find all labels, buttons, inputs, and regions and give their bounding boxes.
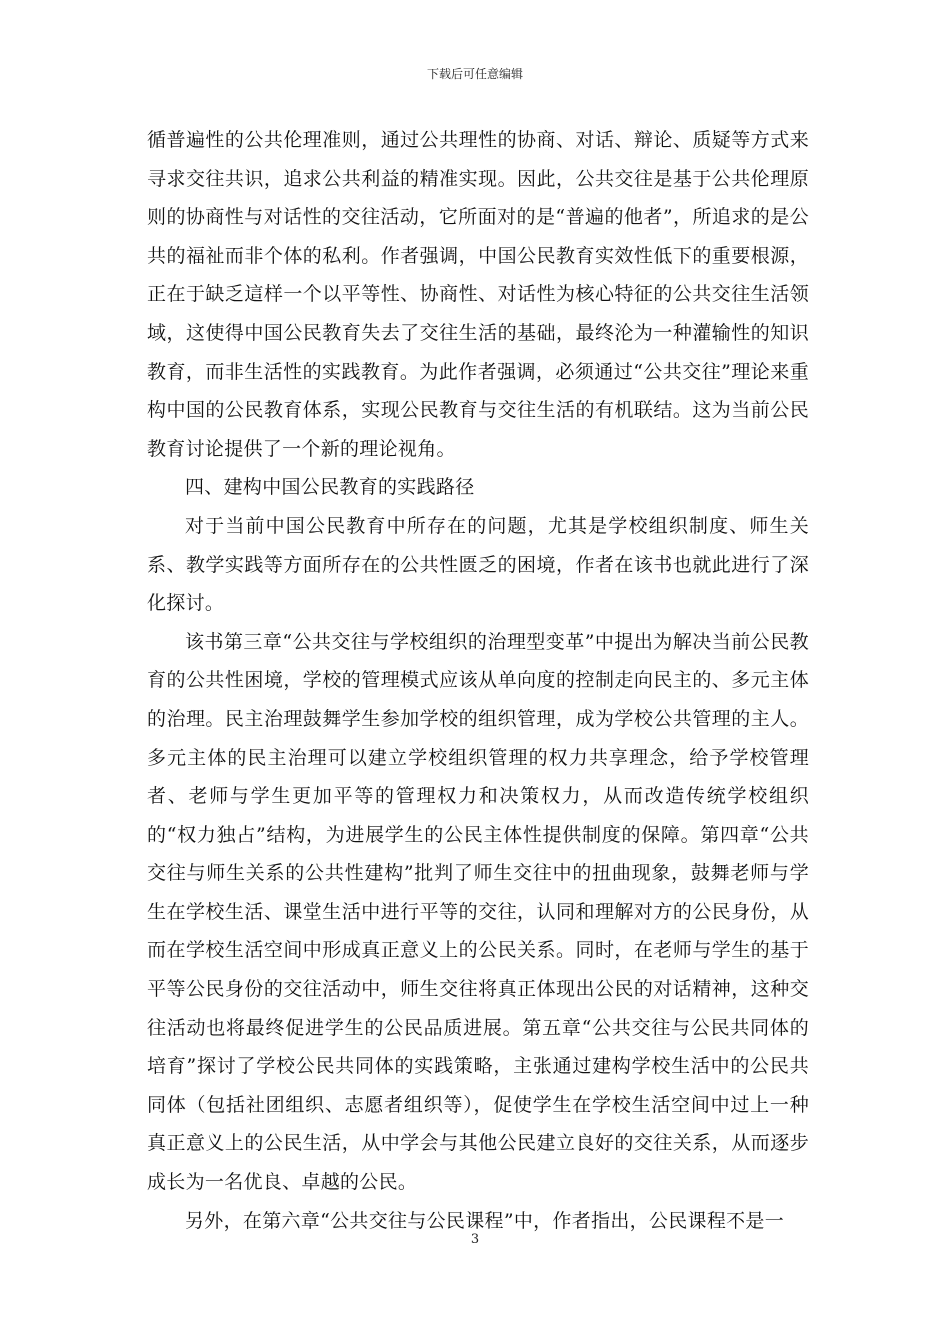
page-number: 3 <box>470 1232 480 1247</box>
section-heading: 四、建构中国公民教育的实践路径 <box>185 476 475 499</box>
page-header: 下载后可任意编辑 <box>426 67 523 81</box>
paragraph: 该书第三章“公共交往与学校组织的治理型变革”中提出为解决当前公民教育的公共性困境，学校的管理模式应该从单向度的控制走向民主的、多元主体的治理。民主治理鼓舞学生参加学校的组织管理，成为学校公共管理的主人。多元主体的民主治理可以建立学校组织管理的权力共享理念，给予学校管理者、老师与学生更加平等的管理权力和决策权力，从而改造传统学校组织的“权力独占”结构，为进展学生的公民主体性提供制度的保障。第四章“公共交往与师生关系的公共性建构”批判了师生交往中的扭曲现象，鼓舞老师与学生在学校生活、课堂生活中进行平等的交往，认同和理解对方的公民身份，从而在学校生活空间中形成真正意义上的公民关系。同时，在老师与学生的基于平等公民身份的交往活动中，师生交往将真正体现出公民的对话精神，这种交往活动也将最终促进学生的公民品质进展。第五章“公共交往与公民共同体的培育”探讨了学校公民共同体的实践策略，主张通过建构学校生活中的公民共同体（包括社团组织、志愿者组织等），促使学生在学校生活空间中过上一种真正意义上的公民生活，从中学会与其他公民建立良好的交往关系，从而逐步成长为一名优良、卓越的公民。 <box>147 630 809 1194</box>
paragraph-continued: 循普遍性的公共伦理准则，通过公共理性的协商、对话、辩论、质疑等方式来寻求交往共识，追求公共利益的精准实现。因此，公共交往是基于公共伦理原则的协商性与对话性的交往活动，它所面对的是“普遍的他者”，所追求的是公共的福祉而非个体的私利。作者强调，中国公民教育实效性低下的重要根源，正在于缺乏這样一个以平等性、协商性、对话性为核心特征的公共交往生活领域，这使得中国公民教育失去了交往生活的基础，最终沦为一种灌输性的知识教育，而非生活性的实践教育。为此作者强调，必须通过“公共交往”理论来重构中国的公民教育体系，实现公民教育与交往生活的有机联结。这为当前公民教育讨论提供了一个新的理论视角。 <box>147 129 809 460</box>
paragraph: 对于当前中国公民教育中所存在的问题，尤其是学校组织制度、师生关系、教学实践等方面所存在的公共性匮乏的困境，作者在该书也就此进行了深化探讨。 <box>147 514 809 615</box>
paragraph: 另外，在第六章“公共交往与公民课程”中，作者指出，公民课程不是一 <box>185 1209 785 1232</box>
document-body <box>147 121 809 1240</box>
